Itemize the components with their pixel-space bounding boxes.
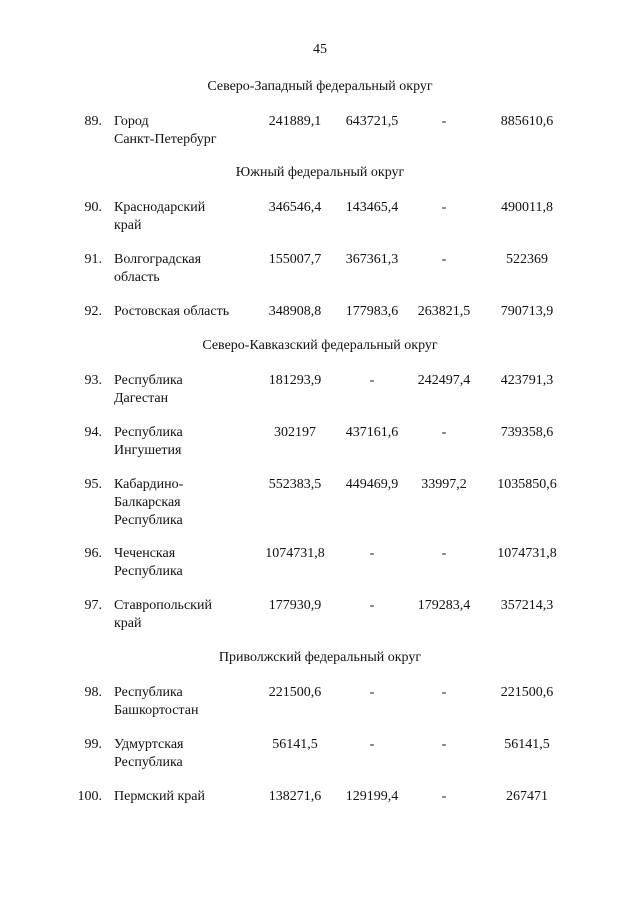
section-heading: Северо-Кавказский федеральный округ — [202, 338, 438, 353]
value-col2: 129199,4 — [345, 789, 399, 804]
value-col2: 177983,6 — [345, 304, 399, 319]
region-name-line: Пермский край — [114, 789, 205, 804]
value-total: 423791,3 — [500, 373, 554, 388]
region-name — [114, 476, 254, 530]
row-number: 95. — [84, 477, 102, 492]
row-number: 98. — [84, 685, 102, 700]
row-number: 99. — [84, 737, 102, 752]
region-name — [114, 113, 254, 149]
region-name-line: Кабардино- — [114, 477, 184, 492]
region-name — [114, 199, 254, 235]
region-name-line: Чеченская — [114, 546, 176, 561]
region-name — [114, 424, 254, 460]
region-name — [114, 736, 254, 772]
table-row — [0, 545, 640, 605]
region-name-line: Город — [114, 114, 149, 129]
row-number: 100. — [77, 789, 102, 804]
value-col2: - — [369, 546, 375, 561]
region-name — [114, 684, 254, 720]
region-name — [114, 597, 254, 633]
region-name — [114, 545, 254, 581]
value-col1: 221500,6 — [268, 685, 322, 700]
region-name-line: край — [114, 218, 142, 233]
value-col2: 367361,3 — [345, 252, 399, 267]
value-col3: 179283,4 — [417, 598, 471, 613]
section-heading: Приволжский федеральный округ — [218, 650, 422, 665]
table-row — [0, 597, 640, 657]
value-col3: - — [441, 737, 447, 752]
value-total: 56141,5 — [504, 737, 550, 752]
row-number: 89. — [84, 114, 102, 129]
table-row — [0, 476, 640, 536]
value-col2: - — [369, 737, 375, 752]
row-number: 97. — [84, 598, 102, 613]
region-name-line: Волгоградская — [114, 252, 202, 267]
value-col2: 437161,6 — [345, 425, 399, 440]
value-total: 739358,6 — [500, 425, 554, 440]
region-name-line: Республика — [114, 685, 183, 700]
table-row — [0, 736, 640, 796]
value-col2: - — [369, 598, 375, 613]
value-col2: 643721,5 — [345, 114, 399, 129]
value-col1: 346546,4 — [268, 200, 322, 215]
value-total: 221500,6 — [500, 685, 554, 700]
value-col3: 242497,4 — [417, 373, 471, 388]
region-name-line: Башкортостан — [114, 703, 199, 718]
region-name-line: Санкт-Петербург — [114, 132, 217, 147]
table-row — [0, 788, 640, 848]
value-total: 1035850,6 — [497, 477, 557, 492]
section-heading: Северо-Западный федеральный округ — [207, 79, 433, 94]
table-row — [0, 251, 640, 311]
region-name-line: Удмуртская — [114, 737, 184, 752]
value-col1: 177930,9 — [268, 598, 322, 613]
table-row — [0, 424, 640, 484]
row-number: 90. — [84, 200, 102, 215]
value-total: 490011,8 — [501, 200, 553, 215]
region-name — [114, 372, 254, 408]
table-row — [0, 199, 640, 259]
row-number: 91. — [84, 252, 102, 267]
value-col3: - — [441, 789, 447, 804]
value-col3: 263821,5 — [417, 304, 471, 319]
region-name-line: Республика — [114, 513, 183, 528]
table-row — [0, 372, 640, 432]
value-col2: 449469,9 — [345, 477, 399, 492]
row-number: 94. — [84, 425, 102, 440]
value-total: 357214,3 — [500, 598, 554, 613]
region-name — [114, 251, 254, 287]
value-col3: - — [441, 425, 447, 440]
value-col3: - — [441, 114, 447, 129]
region-name-line: область — [114, 270, 160, 285]
region-name — [114, 303, 254, 321]
value-col3: - — [441, 685, 447, 700]
page-number: 45 — [313, 42, 327, 57]
value-total: 790713,9 — [500, 304, 554, 319]
row-number: 92. — [84, 304, 102, 319]
value-col1: 1074731,8 — [265, 546, 325, 561]
value-col3: - — [441, 252, 447, 267]
region-name-line: край — [114, 616, 142, 631]
region-name-line: Дагестан — [114, 391, 169, 406]
row-number: 93. — [84, 373, 102, 388]
value-col1: 181293,9 — [268, 373, 322, 388]
value-col1: 302197 — [274, 425, 316, 440]
value-col3: - — [441, 200, 447, 215]
value-total: 522369 — [506, 252, 548, 267]
value-col1: 241889,1 — [268, 114, 322, 129]
value-col2: 143465,4 — [345, 200, 399, 215]
value-col1: 552383,5 — [268, 477, 322, 492]
value-col1: 138271,6 — [268, 789, 322, 804]
value-col1: 56141,5 — [272, 737, 318, 752]
region-name-line: Балкарская — [114, 495, 181, 510]
value-col2: - — [369, 373, 375, 388]
section-heading: Южный федеральный округ — [235, 165, 405, 180]
region-name-line: Республика — [114, 755, 183, 770]
row-number: 96. — [84, 546, 102, 561]
region-name-line: Краснодарский — [114, 200, 206, 215]
value-col2: - — [369, 685, 375, 700]
region-name-line: Ингушетия — [114, 443, 182, 458]
region-name-line: Республика — [114, 373, 183, 388]
region-name-line: Ростовская область — [114, 304, 230, 319]
value-total: 885610,6 — [500, 114, 554, 129]
value-col3: - — [441, 546, 447, 561]
value-col1: 348908,8 — [268, 304, 322, 319]
region-name-line: Республика — [114, 564, 183, 579]
table-row — [0, 684, 640, 744]
value-total: 1074731,8 — [497, 546, 557, 561]
region-name-line: Республика — [114, 425, 183, 440]
region-name — [114, 788, 254, 806]
region-name-line: Ставропольский — [114, 598, 212, 613]
value-total: 267471 — [506, 789, 548, 804]
value-col1: 155007,7 — [268, 252, 322, 267]
value-col3: 33997,2 — [421, 477, 467, 492]
